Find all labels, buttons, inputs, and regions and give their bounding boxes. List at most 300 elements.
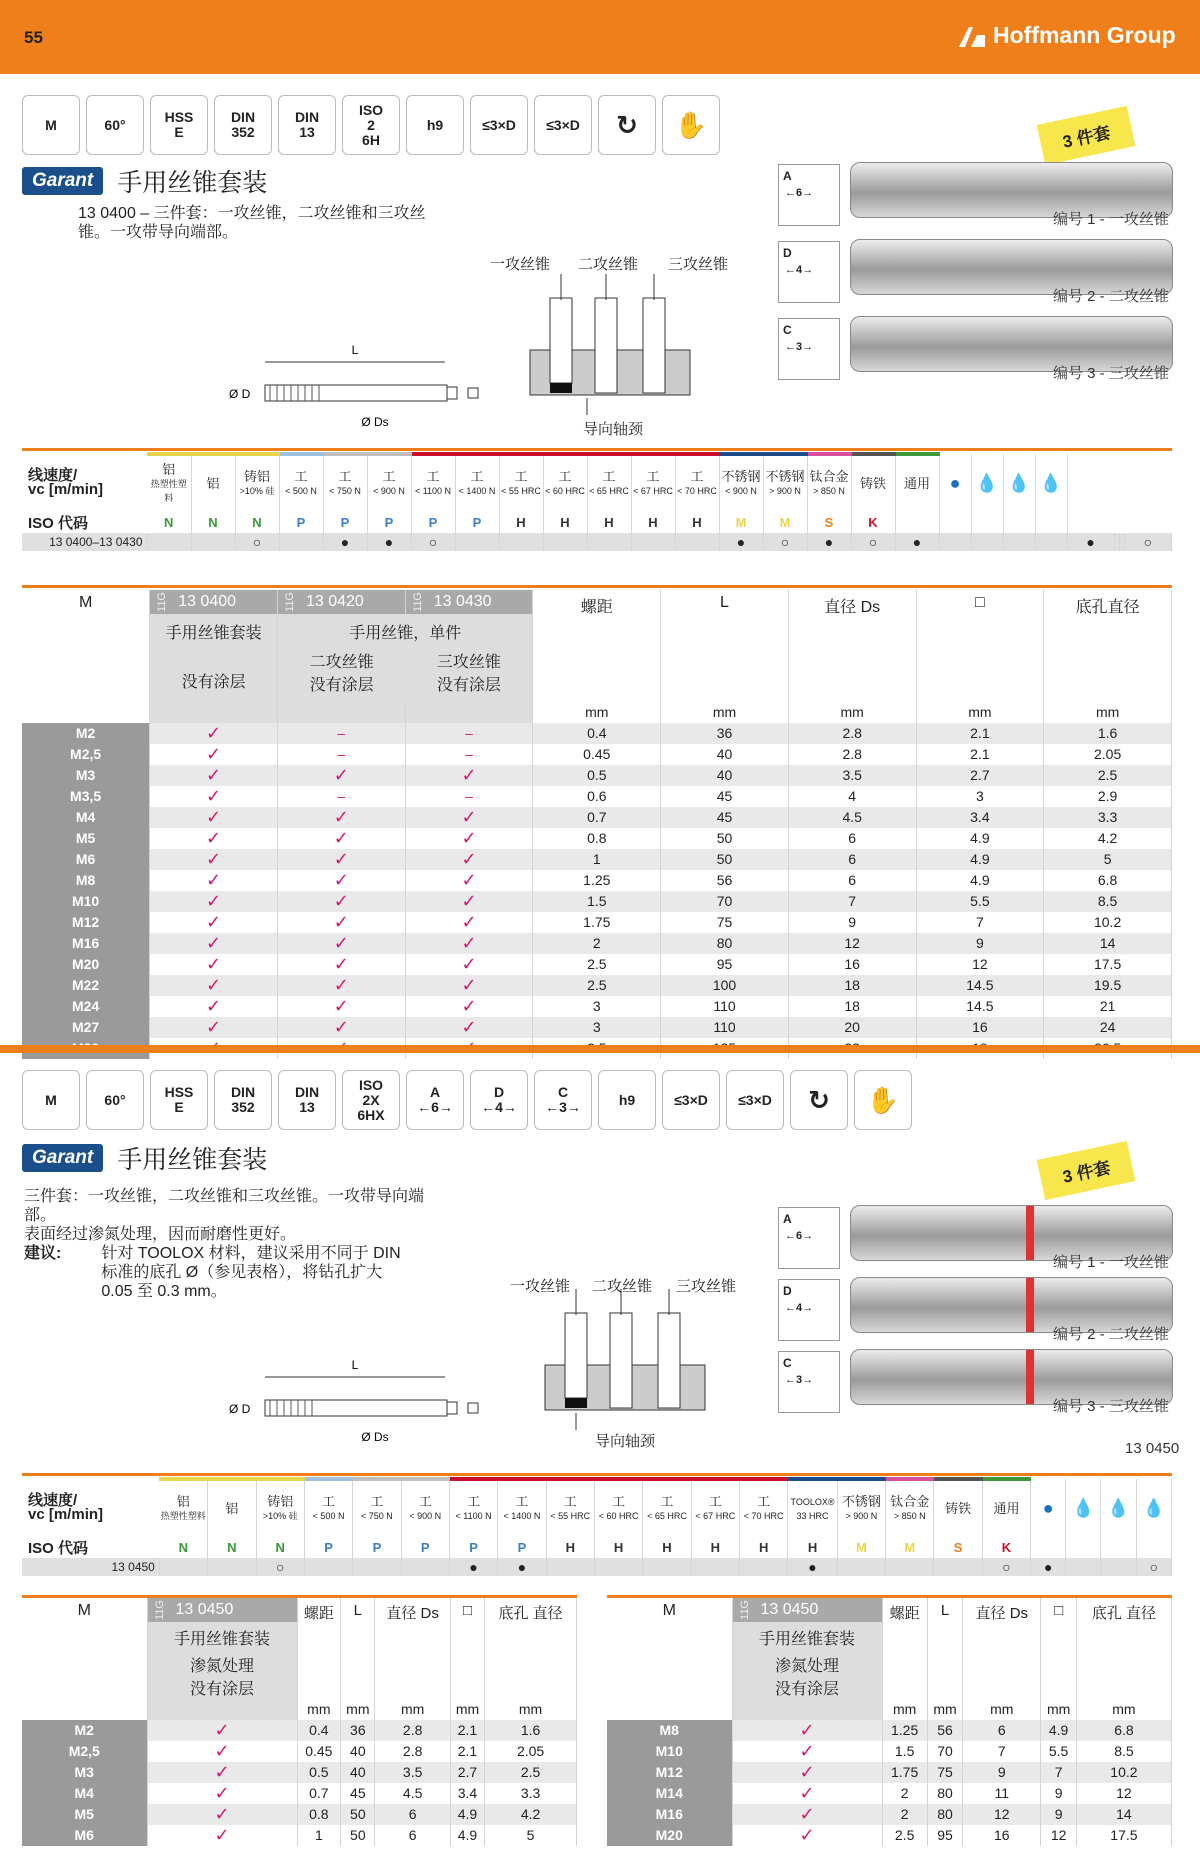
value-cell: 50 — [341, 1804, 375, 1825]
table-row — [22, 933, 1172, 954]
material-name: 工 — [602, 469, 616, 484]
value-cell: 4.9 — [916, 849, 1044, 870]
value-cell: 1.6 — [485, 1720, 577, 1741]
material-column — [982, 1479, 1030, 1537]
value-cell: 6 — [963, 1720, 1041, 1741]
tap-thread-count: ←6→ — [785, 1230, 814, 1242]
coolant-dot: ● — [1031, 1558, 1066, 1576]
unit-label: mm — [485, 1699, 577, 1720]
coolant-dot — [1035, 533, 1067, 551]
check-icon: ✓ — [206, 974, 222, 995]
iso-code: K — [982, 1537, 1030, 1558]
value-cell — [277, 807, 405, 828]
material-column — [675, 454, 719, 512]
material-name: 铸铝 — [243, 469, 270, 484]
check-icon: ✓ — [214, 1719, 230, 1740]
size-cell: M4 — [22, 1783, 147, 1804]
spec-icon-text: A — [429, 1084, 441, 1100]
suitability-dot — [587, 533, 631, 551]
blank — [732, 1699, 882, 1720]
value-cell — [150, 828, 278, 849]
set-head — [150, 614, 278, 702]
value-cell: 2 — [882, 1804, 927, 1825]
material-strength: < 70 HRC — [743, 1511, 784, 1521]
size-cell: M2,5 — [22, 744, 150, 765]
material-name: 工 — [418, 1494, 432, 1509]
check-icon: ✓ — [461, 827, 477, 848]
coolant-icon: 💧 — [1035, 454, 1067, 512]
col-x: □ — [450, 1598, 484, 1699]
iso-code: K — [851, 512, 895, 533]
value-cell: 16 — [788, 954, 916, 975]
material-strength: < 67 HRC — [633, 486, 673, 496]
value-cell — [150, 849, 278, 870]
value-cell: 14 — [1076, 1804, 1171, 1825]
material-strength: < 65 HRC — [647, 1511, 687, 1521]
size-cell: M2,5 — [22, 1741, 147, 1762]
value-cell: 17.5 — [1044, 954, 1172, 975]
suitability-dot — [631, 533, 675, 551]
value-cell — [405, 933, 533, 954]
dash-icon: – — [337, 725, 346, 742]
check-icon: ✓ — [333, 953, 349, 974]
material-name: 铝 — [225, 1501, 239, 1516]
value-cell: 9 — [1041, 1804, 1077, 1825]
material-column — [159, 1479, 207, 1537]
value-cell: 6 — [375, 1825, 450, 1846]
treatment-label: 渗氮处理 — [189, 1657, 254, 1675]
iso-code — [1035, 512, 1067, 533]
value-cell: 5.5 — [916, 891, 1044, 912]
suitability-dot — [353, 1558, 401, 1576]
col-ds: 直径 Ds — [963, 1598, 1041, 1699]
speed-unit: vc [m/min] — [28, 1506, 104, 1523]
spec-icon-text: 13 — [299, 1099, 315, 1115]
dash-icon: – — [337, 788, 346, 805]
value-cell: 16 — [916, 1017, 1044, 1038]
value-cell: 40 — [661, 744, 789, 765]
label-tap1: 一攻丝锥 — [510, 1278, 571, 1295]
table-row — [22, 1017, 1172, 1038]
material-strength: < 900 N — [373, 486, 405, 496]
value-cell: 36 — [661, 723, 789, 744]
value-cell: 45 — [661, 807, 789, 828]
product-title-1 — [22, 163, 267, 199]
value-cell — [277, 954, 405, 975]
suitability-dot: ● — [788, 1558, 837, 1576]
material-name: 工 — [370, 1494, 384, 1509]
spec-icon-text: ISO — [358, 1076, 384, 1093]
value-cell: 5 — [485, 1825, 577, 1846]
blank — [607, 1622, 732, 1699]
value-cell: 45 — [661, 786, 789, 807]
table-row — [22, 891, 1172, 912]
material-column — [587, 454, 631, 512]
check-icon: ✓ — [206, 953, 222, 974]
tap-diagram-1 — [215, 250, 725, 435]
coolant-icon: ● — [1031, 1479, 1066, 1537]
iso-code: N — [159, 1537, 207, 1558]
divider — [22, 585, 1172, 588]
dim-D: Ø D — [229, 1402, 251, 1416]
tap-profile-c — [778, 318, 840, 380]
material-name: 工 — [757, 1494, 771, 1509]
size-cell: M3 — [22, 765, 150, 786]
size-cell: M12 — [22, 912, 150, 933]
spec-icon-hss-e — [150, 95, 208, 155]
check-icon: ✓ — [214, 1803, 230, 1824]
page-title: 手用丝锥套装 — [117, 1146, 268, 1174]
page-title: 手用丝锥套装 — [117, 169, 268, 197]
check-icon: ✓ — [333, 827, 349, 848]
set-head — [732, 1622, 882, 1699]
value-cell: 2.05 — [485, 1741, 577, 1762]
spec-icon-text: 352 — [231, 1099, 255, 1115]
material-name: 铸铁 — [945, 1501, 972, 1516]
check-icon: ✓ — [206, 806, 222, 827]
tap-profile-d — [778, 241, 840, 303]
material-name: 工 — [690, 469, 704, 484]
value-cell: 11 — [963, 1783, 1041, 1804]
coating-label: 没有涂层 — [181, 673, 246, 691]
material-name: 工 — [382, 469, 396, 484]
dash-icon: – — [465, 746, 473, 763]
check-icon: ✓ — [461, 890, 477, 911]
size-cell: M12 — [607, 1762, 732, 1783]
suitability-dot — [837, 1558, 885, 1576]
material-column — [543, 454, 587, 512]
dash-icon: – — [465, 788, 473, 805]
spec-icon-text: 60° — [104, 1091, 126, 1108]
material-matrix — [22, 1477, 1172, 1576]
rotation-icon: ↻ — [790, 1070, 848, 1130]
red-ring — [1026, 1206, 1034, 1260]
value-cell — [150, 912, 278, 933]
material-column — [546, 1479, 594, 1537]
iso-code: N — [147, 512, 191, 533]
col-m: M — [607, 1598, 732, 1622]
blank — [22, 614, 150, 702]
value-cell — [150, 744, 278, 765]
set-head — [147, 1622, 297, 1699]
value-cell: 20 — [788, 1017, 916, 1038]
iso-code: H — [643, 1537, 691, 1558]
check-icon: ✓ — [206, 848, 222, 869]
iso-code: P — [323, 512, 367, 533]
material-strength: < 500 N — [285, 486, 317, 496]
spec-icon-3-d — [534, 95, 592, 155]
iso-code — [1136, 1537, 1171, 1558]
size-cell: M2 — [22, 723, 150, 744]
value-cell — [150, 786, 278, 807]
material-column — [147, 454, 191, 512]
divider — [22, 1473, 1172, 1476]
col-article — [405, 590, 533, 614]
value-cell: 9 — [788, 912, 916, 933]
iso-code: H — [691, 1537, 739, 1558]
check-icon: ✓ — [461, 995, 477, 1016]
table-row — [607, 1720, 1172, 1741]
table-row — [22, 954, 1172, 975]
spec-icon-text: 6HX — [357, 1106, 385, 1123]
table-row — [22, 1825, 577, 1846]
spec-icon-text: 60° — [104, 116, 126, 133]
spec-icon-text: ←4→ — [481, 1099, 517, 1115]
value-cell: 9 — [1041, 1783, 1077, 1804]
spec-icon-text: E — [174, 1099, 184, 1115]
material-column — [631, 454, 675, 512]
iso-code: H — [739, 1537, 787, 1558]
check-icon: ✓ — [206, 722, 222, 743]
check-icon: ✓ — [461, 1016, 477, 1037]
value-cell: 36 — [341, 1720, 375, 1741]
value-cell: 2.1 — [916, 744, 1044, 765]
tap-caption: 编号 2 - 二攻丝锥 — [1053, 288, 1169, 305]
unit-label: mm — [1041, 1699, 1077, 1720]
material-column — [401, 1479, 449, 1537]
material-column — [279, 454, 323, 512]
section-divider — [0, 1045, 1200, 1053]
value-cell: 8.5 — [1044, 891, 1172, 912]
size-cell: M14 — [607, 1783, 732, 1804]
iso-code: M — [886, 1537, 934, 1558]
unit-label: mm — [375, 1699, 450, 1720]
spec-icon-c-3 — [534, 1070, 592, 1130]
material-column — [411, 454, 455, 512]
value-cell — [405, 786, 533, 807]
size-cell: M16 — [607, 1804, 732, 1825]
label-guide: 导向轴颈 — [595, 1433, 656, 1450]
col-l: L — [661, 590, 789, 702]
material-strength: 热塑性塑料 — [150, 479, 187, 503]
iso-code — [1101, 1537, 1136, 1558]
product-table-2-left — [22, 1598, 577, 1846]
size-cell: M10 — [607, 1741, 732, 1762]
unit-label: mm — [1076, 1699, 1171, 1720]
sub-label — [278, 649, 405, 695]
coolant-dot: ● — [1067, 533, 1114, 551]
speed-label — [22, 454, 147, 512]
size-cell: M27 — [22, 1017, 150, 1038]
material-name: 不锈钢 — [841, 1494, 881, 1509]
value-cell: 14.5 — [916, 996, 1044, 1017]
spec-icon-text: ←3→ — [545, 1099, 581, 1115]
material-strength: > 900 N — [845, 1511, 878, 1521]
value-cell: 4.9 — [450, 1825, 484, 1846]
material-strength: < 65 HRC — [589, 486, 629, 496]
value-cell: 70 — [661, 891, 789, 912]
value-cell: 7 — [1041, 1762, 1077, 1783]
check-icon: ✓ — [206, 911, 222, 932]
value-cell: 5.5 — [1041, 1741, 1077, 1762]
material-strength: < 60 HRC — [598, 1511, 639, 1521]
spec-icon-text: 352 — [231, 124, 255, 140]
value-cell: 0.7 — [297, 1783, 341, 1804]
tap-type: 二攻丝锥 — [309, 653, 374, 671]
value-cell — [150, 870, 278, 891]
material-strength: 热塑性塑料 — [160, 1511, 206, 1521]
iso-code — [895, 512, 939, 533]
table-row — [22, 996, 1172, 1017]
value-cell: 50 — [661, 828, 789, 849]
spec-icon-text: DIN — [294, 1084, 320, 1100]
col-m: M — [22, 590, 150, 614]
red-ring — [1026, 1278, 1034, 1332]
dim-L: L — [351, 1358, 359, 1372]
check-icon: ✓ — [799, 1719, 815, 1740]
check-icon: ✓ — [206, 890, 222, 911]
value-cell — [147, 1783, 297, 1804]
tap-letter: D — [783, 246, 792, 260]
iso-code: P — [367, 512, 411, 533]
iso-label: ISO 代码 — [28, 515, 89, 532]
material-column — [691, 1479, 739, 1537]
material-column — [594, 1479, 642, 1537]
iso-code: H — [543, 512, 587, 533]
iso-code: P — [279, 512, 323, 533]
value-cell: 0.6 — [533, 786, 661, 807]
value-cell — [150, 1017, 278, 1038]
article-number: 13 0400 — [178, 593, 237, 611]
unit-label: mm — [927, 1699, 963, 1720]
size-cell: M20 — [607, 1825, 732, 1846]
value-cell — [277, 849, 405, 870]
set-label: 手用丝锥套装 — [173, 1630, 270, 1648]
suitability-dot — [455, 533, 499, 551]
unit-label: mm — [1044, 702, 1172, 723]
iso-code — [971, 512, 1003, 533]
material-strength: > 850 N — [813, 486, 845, 496]
tap-thread-count: ←6→ — [785, 187, 814, 199]
article-number: 13 0450 — [760, 1601, 819, 1619]
material-column — [304, 1479, 352, 1537]
value-cell: 4.9 — [916, 870, 1044, 891]
value-cell: 40 — [341, 1762, 375, 1783]
tap-thread-count: ←4→ — [785, 264, 814, 276]
table-row — [22, 1762, 577, 1783]
table-row — [22, 1783, 577, 1804]
icon-row-1 — [22, 95, 720, 155]
spec-icon-d-4 — [470, 1070, 528, 1130]
value-cell: 75 — [661, 912, 789, 933]
col-x: 底孔 直径 — [485, 1598, 577, 1699]
material-name: 工 — [612, 1494, 626, 1509]
col-article — [732, 1598, 882, 1622]
spec-icon-text: DIN — [230, 1084, 256, 1100]
value-cell — [147, 1741, 297, 1762]
value-cell: 6 — [375, 1804, 450, 1825]
iso-code: M — [719, 512, 763, 533]
material-column — [807, 454, 851, 512]
tap-type: 三攻丝锥 — [436, 653, 501, 671]
value-cell: 10.2 — [1076, 1762, 1171, 1783]
col-ds: 直径 Ds — [375, 1598, 450, 1699]
spec-icon-3-d — [662, 1070, 720, 1130]
size-cell: M5 — [22, 828, 150, 849]
spec-icon-text: E — [174, 124, 184, 140]
value-cell — [277, 891, 405, 912]
spec-icon-text: 13 — [299, 124, 315, 140]
spec-icon-text: ≤3×D — [546, 116, 580, 133]
spec-icon-text: C — [557, 1084, 569, 1100]
material-name: 铝 — [206, 476, 220, 491]
value-cell — [147, 1804, 297, 1825]
coolant-icon: 💧 — [1066, 1479, 1101, 1537]
iso-code: H — [594, 1537, 642, 1558]
suitability-dot: ● — [719, 533, 763, 551]
spec-icon-60 — [86, 95, 144, 155]
coolant-icon: 💧 — [1136, 1479, 1171, 1537]
value-cell: 10.2 — [1044, 912, 1172, 933]
suitability-dot — [499, 533, 543, 551]
value-cell: 0.5 — [297, 1762, 341, 1783]
material-column — [256, 1479, 304, 1537]
value-cell — [277, 933, 405, 954]
value-cell: 0.4 — [297, 1720, 341, 1741]
tap-thread-count: ←3→ — [785, 341, 814, 353]
value-cell — [405, 975, 533, 996]
value-cell: 1.5 — [533, 891, 661, 912]
value-cell: 2.5 — [882, 1825, 927, 1846]
value-cell: 0.45 — [297, 1741, 341, 1762]
table-row — [607, 1741, 1172, 1762]
col-x: □ — [1041, 1598, 1077, 1699]
treatment-label: 渗氮处理 — [774, 1657, 839, 1675]
value-cell — [150, 975, 278, 996]
spec-icon-text: DIN — [230, 109, 256, 125]
spec-icon-iso-2-6h — [342, 95, 400, 155]
dash-icon: – — [465, 725, 473, 742]
article-number: 13 0450 — [175, 1601, 234, 1619]
value-cell: 4.5 — [788, 807, 916, 828]
unit-label: mm — [450, 1699, 484, 1720]
value-cell — [150, 723, 278, 744]
iso-code: P — [401, 1537, 449, 1558]
value-cell: 50 — [661, 849, 789, 870]
col-article — [150, 590, 278, 614]
value-cell: 1.25 — [882, 1720, 927, 1741]
check-icon: ✓ — [799, 1761, 815, 1782]
material-column — [455, 454, 499, 512]
coolant-dot: ○ — [1124, 533, 1171, 551]
set-badge: 3 件套 — [1037, 1141, 1136, 1200]
unit-label: mm — [297, 1699, 341, 1720]
table-row — [22, 912, 1172, 933]
material-name: 工 — [563, 1494, 577, 1509]
iso-code: P — [449, 1537, 497, 1558]
value-cell: 1 — [533, 849, 661, 870]
iso-label: ISO 代码 — [28, 1540, 89, 1557]
suitability-dot: ● — [323, 533, 367, 551]
value-cell: 3.3 — [1044, 807, 1172, 828]
dash-icon: – — [337, 746, 346, 763]
iso-code: H — [631, 512, 675, 533]
tap-profile-a — [778, 164, 840, 226]
set-label: 手用丝锥套装 — [758, 1630, 855, 1648]
iso-code — [939, 512, 971, 533]
suitability-dot: ● — [498, 1558, 546, 1576]
value-cell — [405, 870, 533, 891]
material-column — [499, 454, 543, 512]
value-cell: 5 — [1044, 849, 1172, 870]
col-m: M — [22, 1598, 147, 1622]
hand-icon: ✋ — [854, 1070, 912, 1130]
table-row — [22, 723, 1172, 744]
unit-label: mm — [963, 1699, 1041, 1720]
size-cell: M16 — [22, 933, 150, 954]
spec-icon-a-6 — [406, 1070, 464, 1130]
spec-icon-din-352 — [214, 1070, 272, 1130]
